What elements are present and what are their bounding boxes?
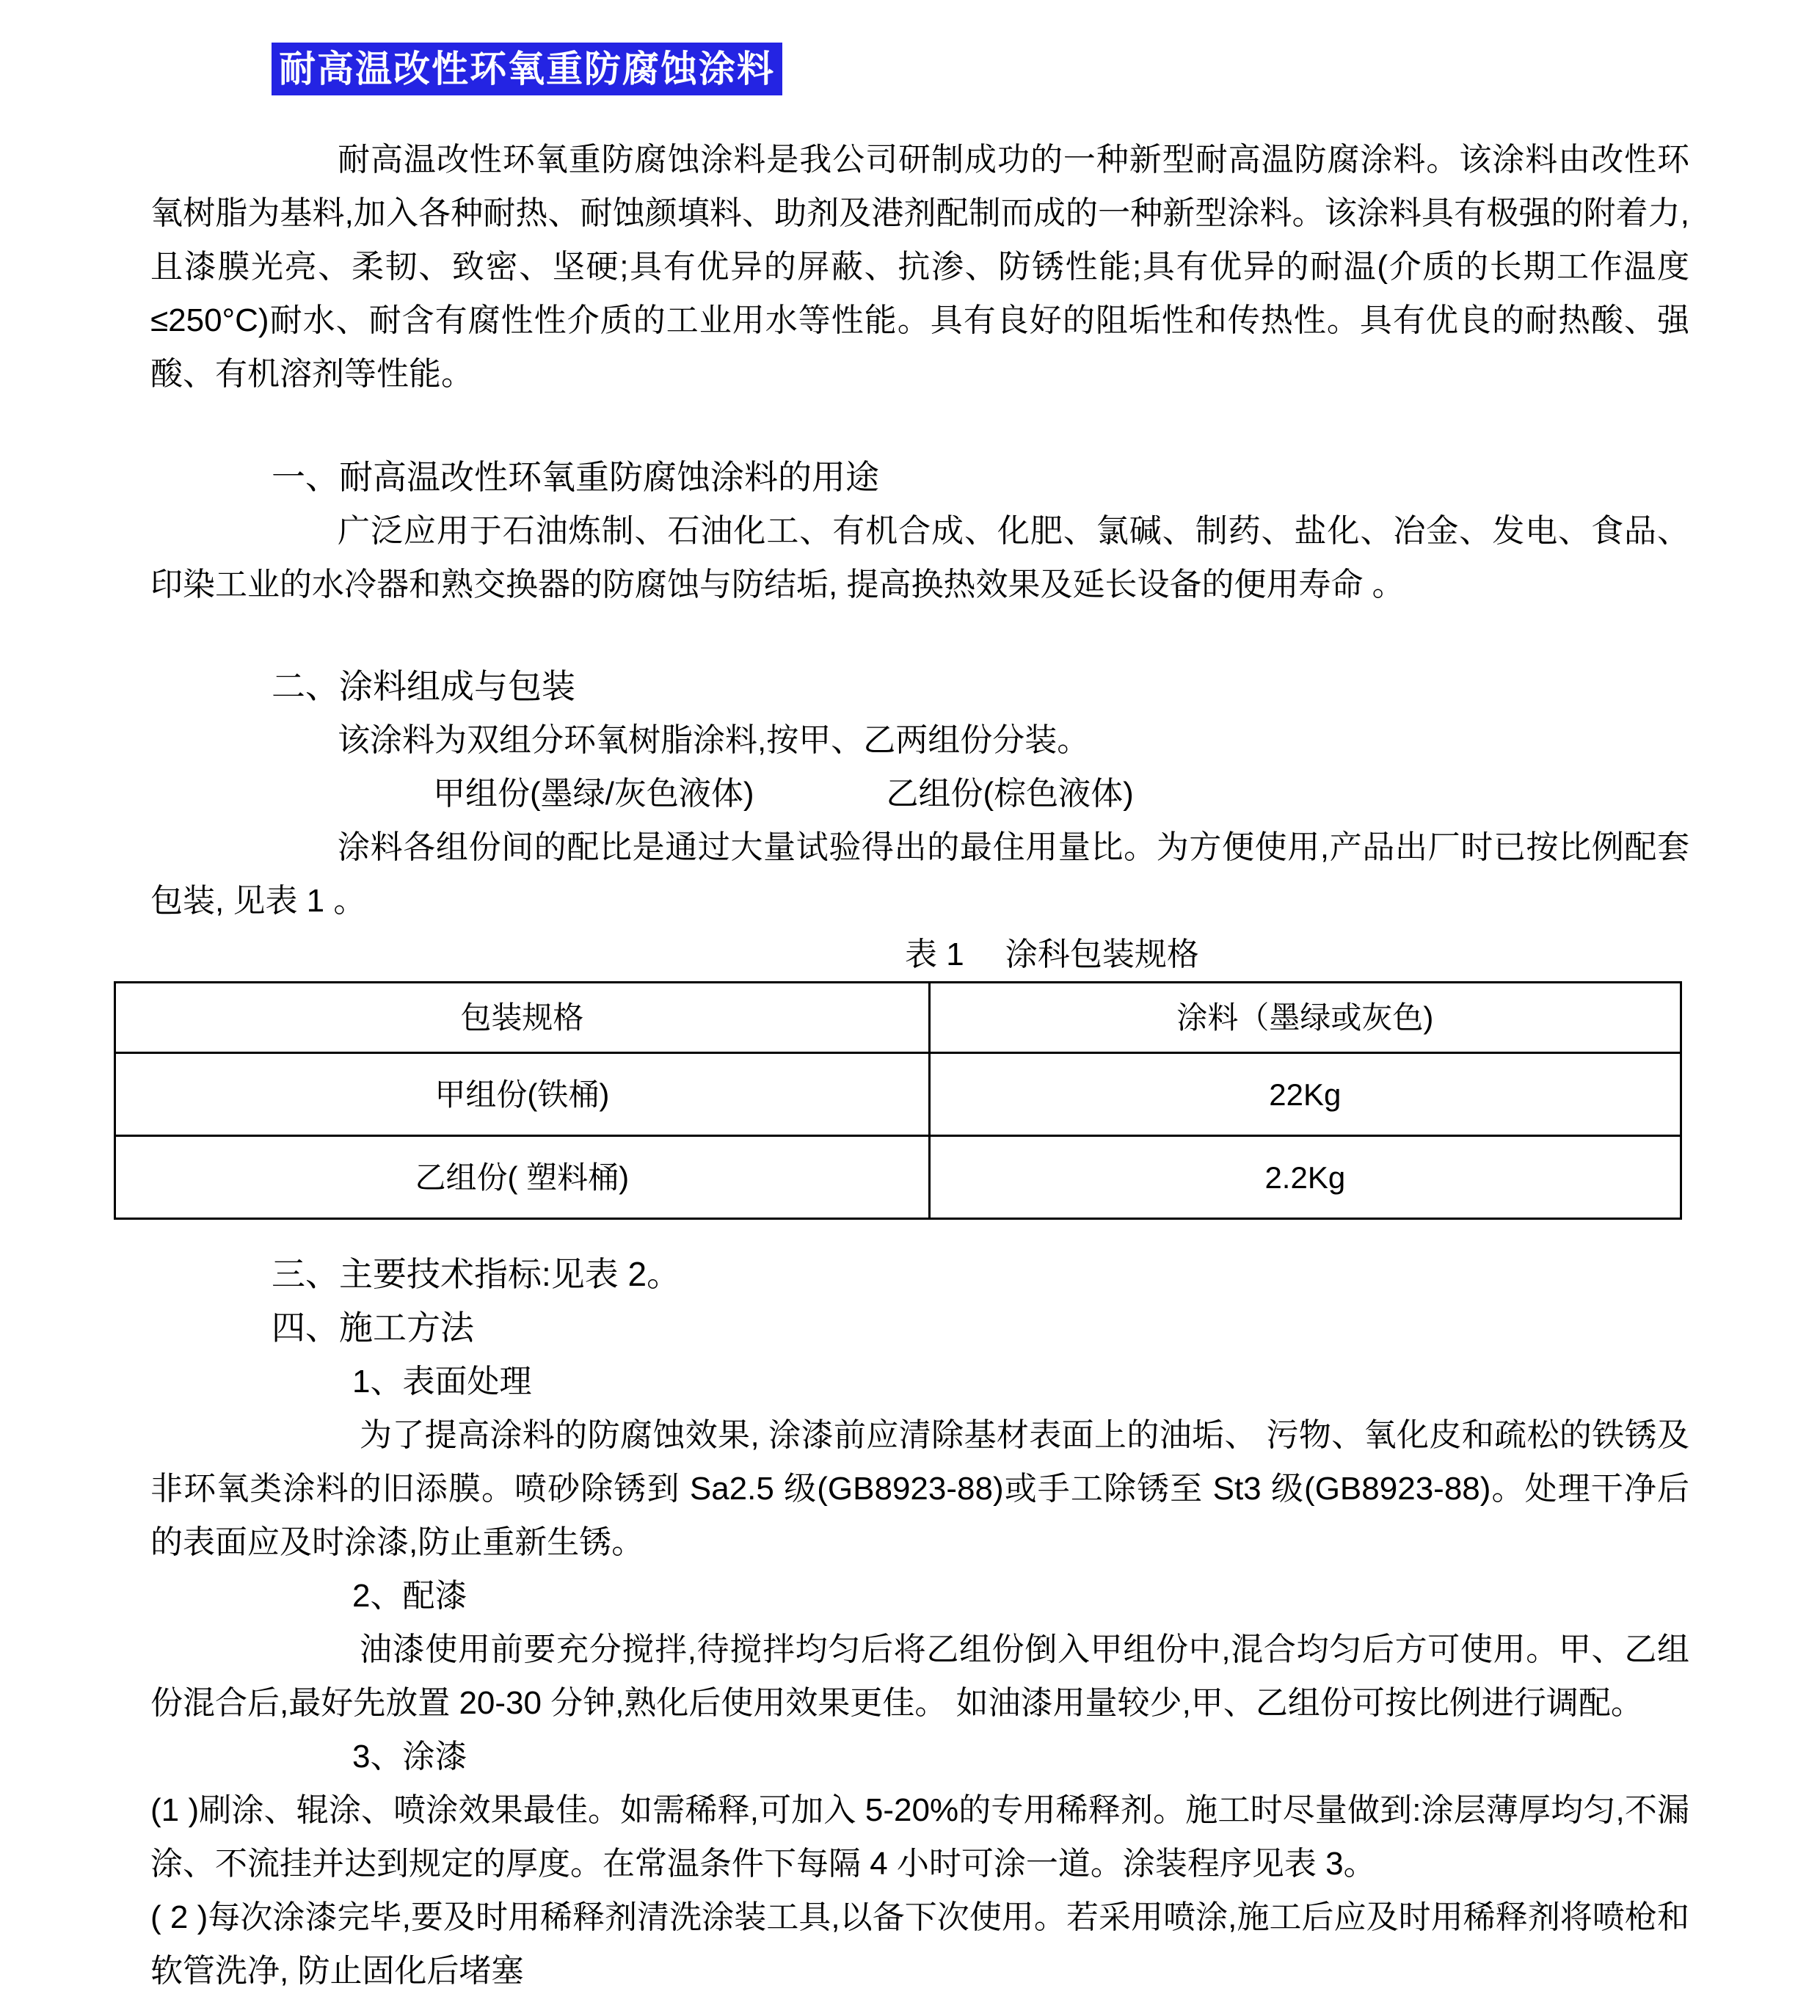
section-2	[150, 660, 1689, 928]
surface-treatment-body: 为了提高涂料的防腐蚀效果, 涂漆前应清除基材表面上的油垢、 污物、氧化皮和疏松的铁锈及非环氧类涂料的旧添膜。喷砂除锈到 Sa2.5 级(GB8923-88)或手工除锈至 St3 级(GB8923-88)。处理干净后的表面应及时涂漆,防止重新生锈。	[150, 1417, 1689, 1560]
table-row	[115, 1053, 1681, 1136]
table-cell-weight-b: 2.2Kg	[929, 1136, 1681, 1219]
section-3-heading: 三、主要技术指标:见表 2。	[272, 1255, 681, 1293]
components-line	[433, 767, 1689, 820]
table-header-spec: 包装规格	[115, 983, 930, 1053]
component-a-label: 甲组份(墨绿/灰色液体)	[433, 776, 754, 812]
sub-heading-surface-treatment: 1、表面处理	[352, 1364, 532, 1400]
table-row	[115, 1136, 1681, 1219]
section-3-4	[150, 1248, 1689, 1998]
packaging-table	[114, 981, 1682, 1220]
painting-item-1: (1 )刷涂、辊涂、喷涂效果最佳。如需稀释,可加入 5-20%的专用稀释剂。施工时尽量做到:涂层薄厚均匀,不漏涂、不流挂并达到规定的厚度。在常温条件下每隔 4 小时可涂一道。涂装程序见表 3。	[150, 1792, 1689, 1882]
sub-heading-painting: 3、涂漆	[352, 1739, 467, 1775]
component-b-label: 乙组份(棕色液体)	[886, 776, 1134, 812]
painting-item-2: ( 2 )每次涂漆完毕,要及时用稀释剂清洗涂装工具,以备下次使用。若采用喷涂,施工后应及时用稀释剂将喷枪和软管洗净, 防止固化后堵塞	[150, 1899, 1689, 1989]
section-1	[150, 451, 1689, 611]
section-2-body-2: 涂料各组份间的配比是通过大量试验得出的最住用量比。为方便使用,产品出厂时已按比例配套包装, 见表 1 。	[150, 829, 1689, 919]
section-4-heading: 四、施工方法	[272, 1309, 474, 1347]
table-1-caption: 表 1 涂科包装规格	[905, 936, 1199, 972]
section-1-body: 广泛应用于石油炼制、石油化工、有机合成、化肥、氯碱、制药、盐化、冶金、发电、食品、印染工业的水冷器和熟交换器的防腐蚀与防结垢, 提高换热效果及延长设备的便用寿命 。	[150, 513, 1689, 603]
section-1-heading: 一、耐高温改性环氧重防腐蚀涂料的用途	[272, 458, 879, 496]
table-cell-component-a: 甲组份(铁桶)	[115, 1053, 930, 1136]
intro-paragraph: 耐高温改性环氧重防腐蚀涂料是我公司研制成功的一种新型耐高温防腐涂料。该涂料由改性环氧树脂为基料,加入各种耐热、耐蚀颜填料、助剂及港剂配制而成的一种新型涂料。该涂料具有极强的附着力,且漆膜光亮、柔韧、致密、坚硬;具有优异的屏蔽、抗渗、防锈性能;具有优异的耐温(介质的长期工作温度≤250°C)耐水、耐含有腐性性介质的工业用水等性能。具有良好的阻垢性和传热性。具有优良的耐热酸、强酸、有机溶剂等性能。	[150, 142, 1689, 392]
section-2-body-1: 该涂料为双组分环氧树脂涂料,按甲、乙两组份分装。	[338, 722, 1090, 758]
sub-heading-paint-mixing: 2、配漆	[352, 1578, 467, 1614]
table-cell-component-b: 乙组份( 塑料桶)	[115, 1136, 930, 1219]
paint-mixing-body: 油漆使用前要充分搅拌,待搅拌均匀后将乙组份倒入甲组份中,混合均匀后方可使用。甲、乙组份混合后,最好先放置 20-30 分钟,熟化后使用效果更佳。 如油漆用量较少,甲、乙组份可按比例进行调配。	[150, 1631, 1689, 1721]
document-title: 耐高温改性环氧重防腐蚀涂料	[272, 43, 782, 95]
section-2-heading: 二、涂料组成与包装	[272, 667, 575, 705]
table-header-coating: 涂料（墨绿或灰色)	[929, 983, 1681, 1053]
table-header-row	[115, 983, 1681, 1053]
table-cell-weight-a: 22Kg	[929, 1053, 1681, 1136]
title-row	[150, 43, 1689, 98]
